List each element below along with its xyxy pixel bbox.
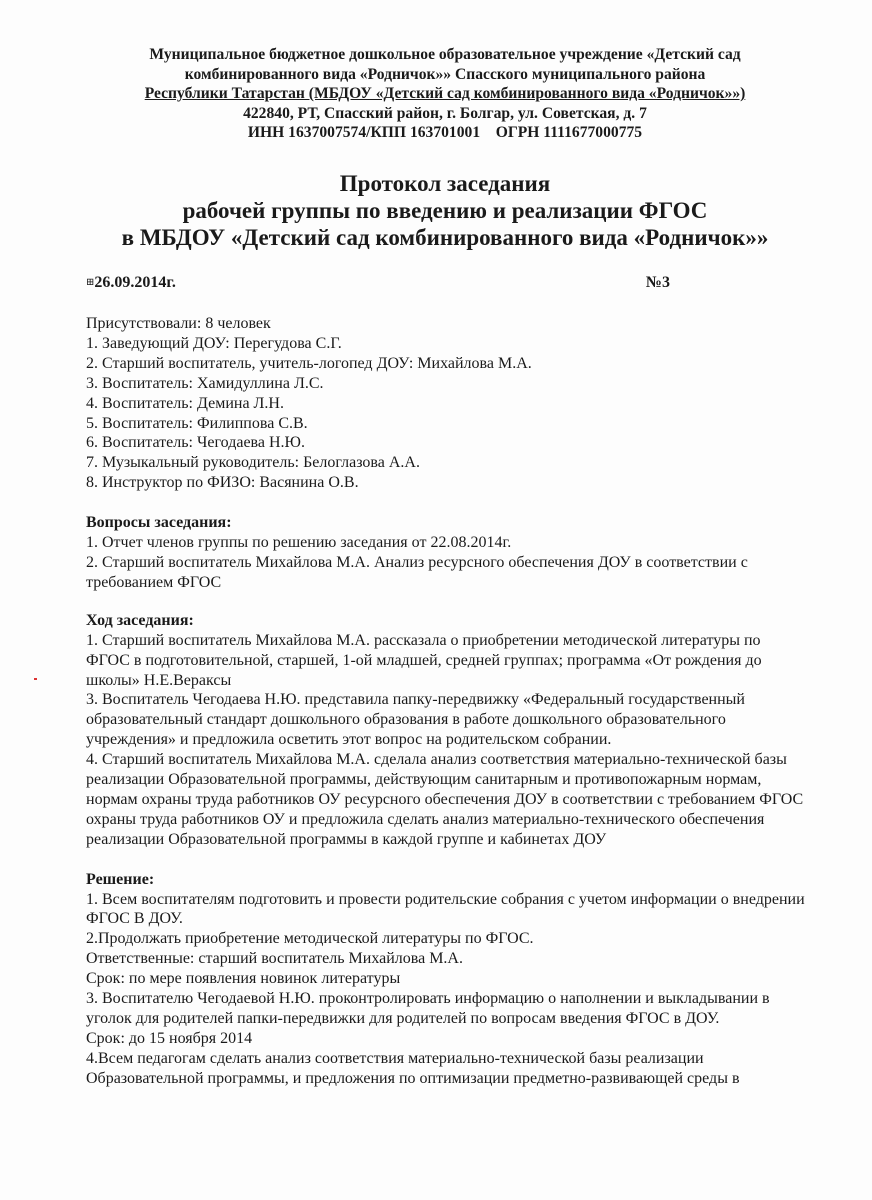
decision-deadline: Срок: до 15 ноября 2014	[86, 1029, 253, 1047]
org-line-2: комбинированного вида «Родничок»» Спасского муниципального района	[184, 65, 706, 83]
agenda-item: 2. Старший воспитатель Михайлова М.А. Анализ ресурсного обеспечения ДОУ в соответствии с требованием ФГОС	[86, 553, 748, 591]
org-line-1: Муниципальное бюджетное дошкольное образовательное учреждение «Детский сад	[149, 46, 741, 63]
proceedings-item: 3. Воспитатель Чегодаева Н.Ю. представила папку-передвижку «Федеральный государственный образовательный стандарт дошкольного образования в работе дошкольного образовательного учреждения» и предложила осветить этот вопрос на родительском собрании.	[86, 691, 745, 749]
title-line-3: в МБДОУ «Детский сад комбинированного вида «Родничок»»	[121, 225, 769, 250]
decision-responsible: Ответственные: старший воспитатель Михайлова М.А.	[86, 950, 463, 968]
document-body	[86, 314, 806, 1089]
title-line-2: рабочей группы по введению и реализации ФГОС	[182, 198, 708, 223]
decision-item: 2.Продолжать приобретение методической литературы по ФГОС.	[86, 930, 534, 948]
decision-deadline: Срок: по мере появления новинок литературы	[86, 970, 401, 988]
attendee-item: 2. Старший воспитатель, учитель-логопед ДОУ: Михайлова М.А.	[86, 354, 532, 372]
protocol-date: 26.09.2014г.	[94, 274, 176, 291]
decision-item: 3. Воспитателю Чегодаевой Н.Ю. проконтролировать информацию о наполнении и выкладывании в уголок для родителей папки-передвижки для родителей по вопросам введения ФГОС в ДОУ.	[86, 990, 770, 1027]
attendee-item: 8. Инструктор по ФИЗО: Васянина О.В.	[86, 474, 359, 492]
proceedings-heading: Ход заседания:	[86, 611, 194, 629]
title-line-1: Протокол заседания	[339, 171, 551, 196]
protocol-number: №3	[645, 274, 670, 291]
agenda-heading: Вопросы заседания:	[86, 514, 232, 532]
attendees-heading: Присутствовали: 8 человек	[86, 315, 271, 332]
organization-header	[60, 45, 830, 143]
date-number-line	[86, 274, 670, 292]
proceedings-item: 4. Старший воспитатель Михайлова М.А. сделала анализ соответствия материально-технической базы реализации Образовательной программы, действующим санитарным и противопожарным нормам, нормам охраны труда работников ОУ ресурсного обеспечения ДОУ в соответствии с требованием ФГОС охраны труда работников ОУ и предложила сделать анализ материально-технического обеспечения реализации Образовательной программы в каждой группе и кабинетах ДОУ	[86, 751, 804, 848]
decision-item: 1. Всем воспитателям подготовить и провести родительские собрания с учетом информации о внедрении ФГОС В ДОУ.	[86, 890, 805, 928]
attendee-item: 5. Воспитатель: Филиппова С.В.	[86, 414, 308, 432]
document-title	[60, 170, 830, 251]
attendee-item: 4. Воспитатель: Демина Л.Н.	[86, 394, 284, 412]
org-address: 422840, РТ, Спасский район, г. Болгар, ул. Советская, д. 7	[243, 104, 647, 122]
proceedings-item: 1. Старший воспитатель Михайлова М.А. рассказала о приобретении методической литературы по ФГОС в подготовительной, старшей, 1-ой младшей, средней группах; программа «От рождения до школы» Н.Е.Вераксы	[86, 631, 762, 689]
attendee-item: 3. Воспитатель: Хамидуллина Л.С.	[86, 374, 324, 392]
decision-heading: Решение:	[86, 870, 155, 888]
scan-speck	[34, 678, 37, 680]
attendee-item: 1. Заведующий ДОУ: Перегудова С.Г.	[86, 334, 342, 352]
org-line-3: Республики Татарстан (МБДОУ «Детский сад комбинированного вида «Родничок»»)	[144, 85, 746, 103]
agenda-item: 1. Отчет членов группы по решению заседания от 22.08.2014г.	[86, 534, 512, 552]
org-requisites: ИНН 1637007574/КПП 163701001 ОГРН 1111677000775	[247, 124, 643, 142]
anchor-icon: ⊞	[86, 277, 95, 288]
decision-item: 4.Всем педагогам сделать анализ соответствия материально-технической базы реализации Образовательной программы, и предложения по оптимизации предметно-развивающей среды в	[86, 1049, 740, 1087]
attendee-item: 7. Музыкальный руководитель: Белоглазова А.А.	[86, 454, 420, 472]
attendee-item: 6. Воспитатель: Чегодаева Н.Ю.	[86, 434, 305, 452]
